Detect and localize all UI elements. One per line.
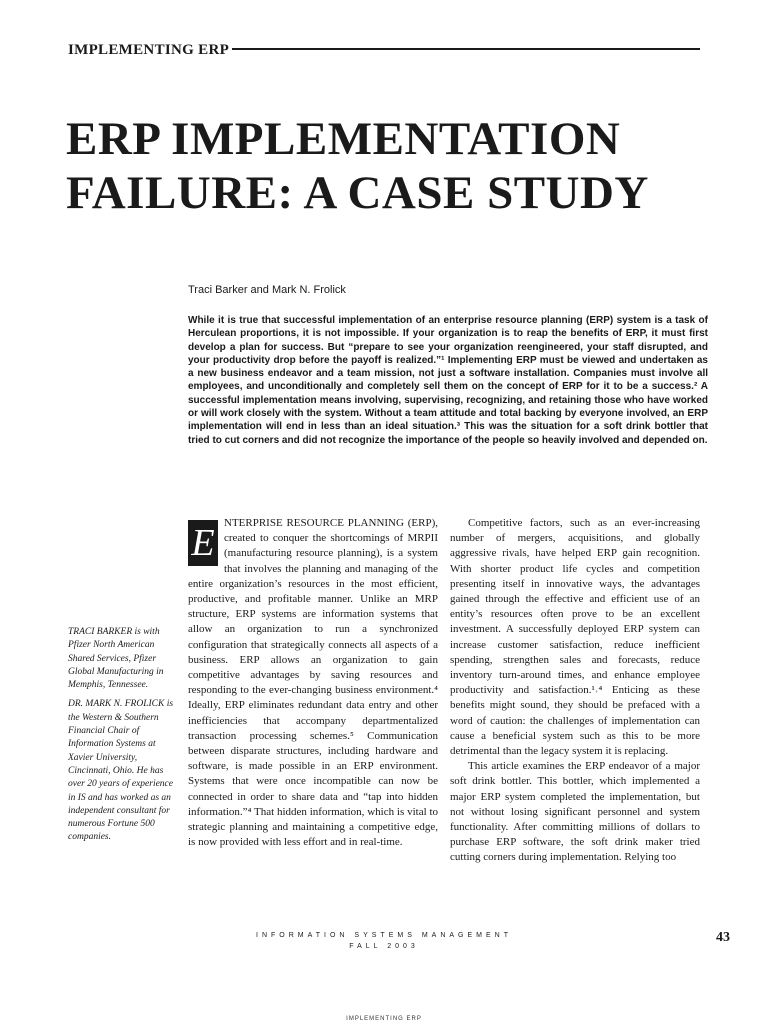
bottom-section-label: IMPLEMENTING ERP (346, 1016, 422, 1022)
body-paragraph: This article examines the ERP endeavor of a major soft drink bottler. This bottler, which implemented a major ERP system completed the implementation, but not without losing significant personnel and system functionality. After committing millions of dollars to purchase ERP software, the soft drink maker tried cutting corners during implementation. Relying too (450, 760, 700, 864)
section-label: IMPLEMENTING ERP (68, 42, 230, 58)
article-title (66, 112, 706, 220)
footer-journal (250, 930, 518, 952)
page-number: 43 (716, 930, 730, 945)
article-authors: Traci Barker and Mark N. Frolick (188, 284, 346, 296)
journal-name: INFORMATION SYSTEMS MANAGEMENT (256, 932, 512, 939)
body-column-2 (450, 516, 700, 866)
body-paragraph: Competitive factors, such as an ever-increasing number of mergers, acquisitions, and globally aggressive rivals, have helped ERP gain recognition. With shorter product life cycles and competition presenting itself in innovative ways, the advantages gained through the effective and efficient use of an entity’s resources often prove to be an excellent investment. A successfully deployed ERP system can increase customer satisfaction, reduce inefficient spending, strengthen sales and forecasts, reduce inventory turn-around times, and enhance employee productivity and satisfaction.¹˒⁴ Enticing as these benefits might sound, they should be prefaced with a word of caution: the challenges of implementation can cause a beneficial system such as this to be more detrimental than the legacy system it is replacing. (450, 517, 700, 758)
journal-issue: FALL 2003 (349, 943, 419, 950)
article-abstract: While it is true that successful implementation of an enterprise resource planning (ERP) system is a task of Herculean proportions, it is not impossible. If your organization is to reap the benefits of ERP, it must first develop a plan for success. But “prepare to see your organization reengineered, your staff disrupted, and your productivity drop before the payoff is realized.”¹ Implementing ERP must be viewed and undertaken as a new business endeavor and a team mission, not just a software installation. Companies must involve all employees, and unconditionally and completely sell them on the concept of ERP for it to be a success.² A successful implementation means involving, supervising, recognizing, and retaining those who have worked or will work closely with the system. Without a team attitude and total backing by everyone involved, an ERP implementation will end in less than an ideal situation.³ This was the situation for a soft drink bottler that tried to cut corners and did not recognize the importance of the people so heavily involved and depended on. (188, 315, 708, 446)
author-bio-barker: TRACI BARKER is with Pfizer North American Shared Services, Pfizer Global Manufacturing in Memphis, Tennessee. (68, 627, 164, 691)
author-bio-frolick: DR. MARK N. FROLICK is the Western & Southern Financial Chair of Information Systems at Xavier University, Cincinnati, Ohio. He has over 20 years of experience in IS and has worked as an independent consultant for numerous Fortune 500 companies. (68, 699, 174, 843)
title-line-2: FAILURE: A CASE STUDY (66, 167, 649, 219)
section-rule (232, 48, 700, 50)
author-bios (68, 626, 180, 851)
drop-cap: E (188, 520, 218, 566)
body-column-1 (188, 516, 438, 850)
title-line-1: ERP IMPLEMENTATION (66, 113, 621, 165)
body-paragraph: NTERPRISE RESOURCE PLANNING (ERP), created to conquer the shortcomings of MRPII (manufacturing resource planning), is a system that involves the planning and managing of the entire organization’s resources in the most efficient, productive, and profitable manner. Unlike an MRP structure, ERP systems are information systems that allow an organization to run a synchronized configuration that strategically connects all aspects of a business. ERP allows an organization to gain competitive advantages by saving resources and responding to the ever-changing business environment.⁴ Ideally, ERP eliminates redundant data entry and other inefficiencies that accompany departmentalized transaction processing schemes.⁵ Communication between disparate structures, including hardware and software, is made possible in an ERP environment. Systems that were once incompatible can now be connected in order to share data and “tap into hidden information.”⁴ That hidden information, which is vital to strategic planning and maintaining a competitive edge, is now provided with less effort and in real-time. (188, 517, 438, 849)
